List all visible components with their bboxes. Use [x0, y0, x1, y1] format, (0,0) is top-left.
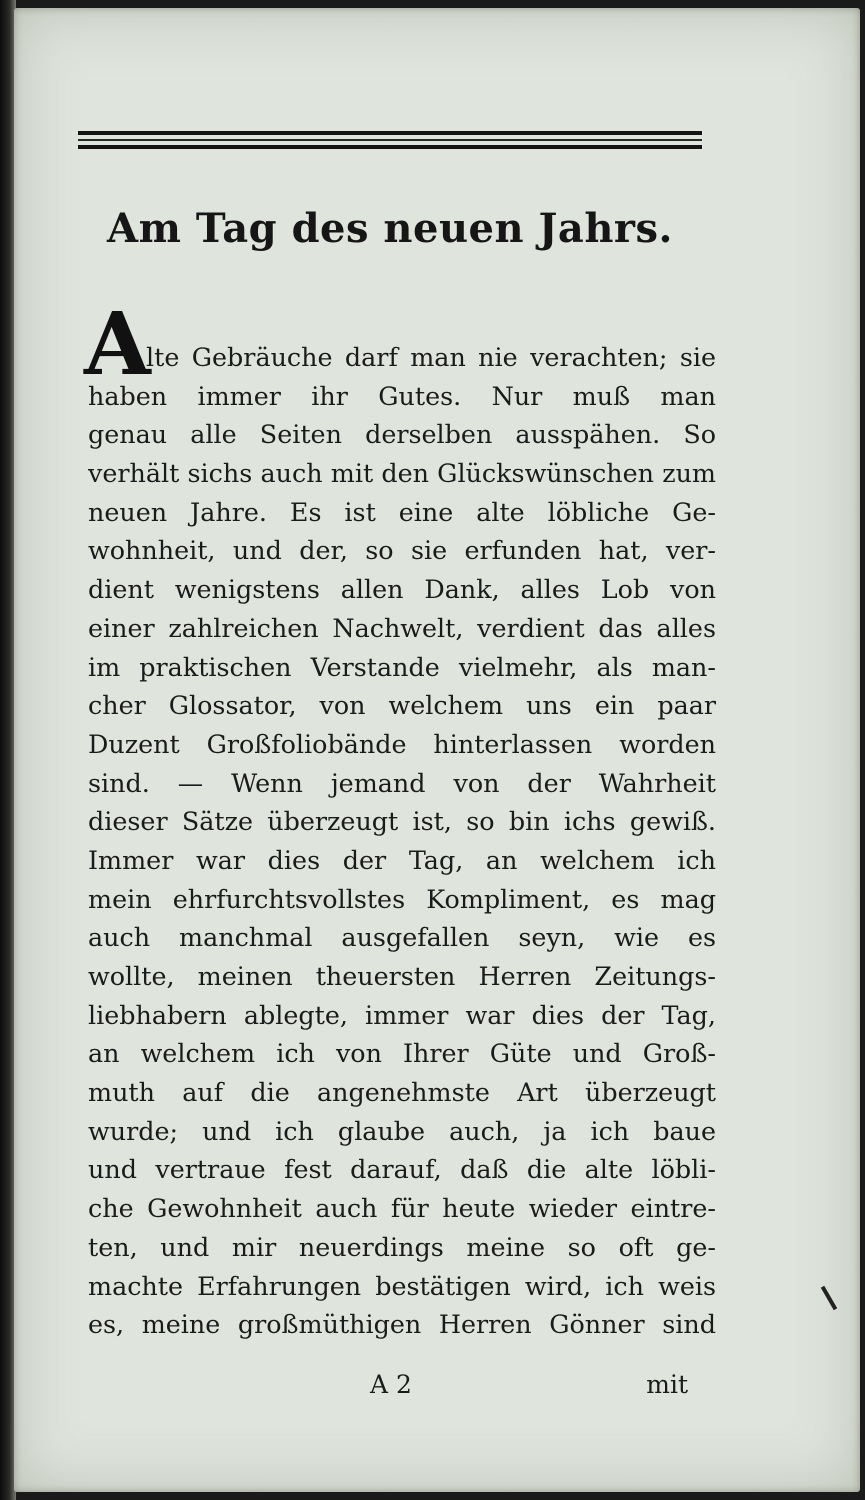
body-text — [84, 294, 716, 1344]
text-line: einer zahlreichen Nachwelt, verdient das alles — [88, 612, 716, 643]
text-line: dieser Sätze überzeugt ist, so bin ichs gewiß. — [88, 806, 716, 837]
text-line: liebhabern ablegte, immer war dies der Tag, — [88, 999, 716, 1030]
text-line: haben immer ihr Gutes. Nur muß man — [88, 380, 716, 411]
text-line: che Gewohnheit auch für heute wieder eintre- — [88, 1193, 716, 1224]
text-line: lte Gebräuche darf man nie verachten; sie — [146, 342, 716, 372]
text-line: Duzent Großfoliobände hinterlassen worden — [88, 728, 716, 759]
text-line: cher Glossator, von welchem uns ein paar — [88, 690, 716, 721]
catchword: mit — [646, 1370, 688, 1399]
text-line: und vertraue fest darauf, daß die alte löbli- — [88, 1154, 716, 1185]
text-line: mein ehrfurchtsvollstes Kompliment, es mag — [88, 883, 716, 914]
text-line: es, meine großmüthigen Herren Gönner sind — [88, 1309, 716, 1340]
text-line: auch manchmal ausgefallen seyn, wie es — [88, 922, 716, 953]
text-line: machte Erfahrungen bestätigen wird, ich weis — [88, 1270, 716, 1301]
signature-mark: A 2 — [370, 1370, 412, 1399]
page-title: Am Tag des neuen Jahrs. — [107, 205, 673, 252]
text-line: wollte, meinen theuersten Herren Zeitungs- — [88, 961, 716, 991]
page-footer — [88, 1370, 716, 1410]
text-line: dient wenigstens allen Dank, alles Lob von — [88, 574, 716, 605]
text-line: wohnheit, und der, so sie erfunden hat, ver- — [88, 535, 716, 566]
text-line: muth auf die angenehmste Art überzeugt — [88, 1077, 716, 1108]
text-line: verhält sichs auch mit den Glückswünschen zum — [88, 458, 716, 489]
text-line: sind. — Wenn jemand von der Wahrheit — [88, 767, 716, 798]
text-line: genau alle Seiten derselben ausspähen. So — [88, 419, 716, 450]
text-line: im praktischen Verstande vielmehr, als man- — [88, 651, 716, 682]
drop-capital: A — [84, 294, 151, 395]
header-rule — [78, 131, 702, 149]
text-line: ten, und mir neuerdings meine so oft ge- — [88, 1231, 716, 1262]
text-line: Immer war dies der Tag, an welchem ich — [88, 844, 716, 875]
text-line: an welchem ich von Ihrer Güte und Groß- — [88, 1038, 716, 1069]
text-line: wurde; und ich glaube auch, ja ich baue — [88, 1115, 716, 1146]
text-line: neuen Jahre. Es ist eine alte löbliche Ge- — [88, 496, 716, 527]
